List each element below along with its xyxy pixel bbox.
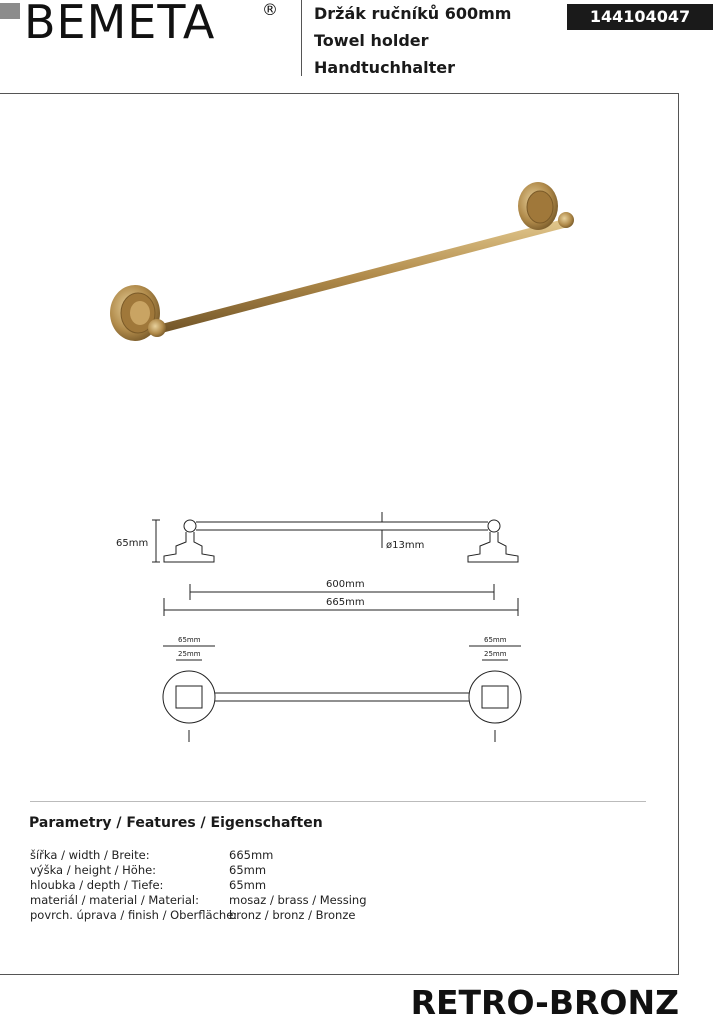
title-czech: Držák ručníků 600mm xyxy=(314,4,512,23)
feature-value: bronz / bronz / Bronze xyxy=(229,908,356,922)
left-outer-label: 65mm xyxy=(178,636,201,644)
title-english: Towel holder xyxy=(314,31,429,50)
right-outer-label: 65mm xyxy=(484,636,507,644)
features-separator xyxy=(30,801,646,802)
registered-mark: ® xyxy=(262,0,278,19)
feature-label: výška / height / Höhe: xyxy=(30,863,157,877)
features-title: Parametry / Features / Eigenschaften xyxy=(29,815,323,831)
total-length-label: 665mm xyxy=(326,597,365,608)
feature-value: mosaz / brass / Messing xyxy=(229,893,367,907)
feature-label: šířka / width / Breite: xyxy=(30,848,150,862)
feature-value: 665mm xyxy=(229,848,274,862)
feature-label: materiál / material / Material: xyxy=(30,893,199,907)
towel-bar xyxy=(150,219,568,335)
title-german: Handtuchhalter xyxy=(314,58,456,77)
feature-value: 65mm xyxy=(229,863,267,877)
collection-name: RETRO-BRONZ xyxy=(410,983,679,1022)
brand-logo: BEMETA xyxy=(24,0,216,49)
inner-length-label: 600mm xyxy=(326,579,365,590)
feature-value: 65mm xyxy=(229,878,267,892)
technical-drawing xyxy=(110,510,580,750)
product-titles xyxy=(314,0,511,81)
logo-square xyxy=(0,3,20,19)
right-inner-label: 25mm xyxy=(484,650,507,658)
product-photo xyxy=(100,175,600,355)
header-divider xyxy=(301,0,302,76)
feature-label: hloubka / depth / Tiefe: xyxy=(30,878,164,892)
height-dimension-label: 65mm xyxy=(116,538,149,549)
diameter-label: ø13mm xyxy=(386,540,425,551)
feature-label: povrch. úprava / finish / Oberfläche: xyxy=(30,908,238,922)
product-code-badge: 144104047 xyxy=(567,4,713,30)
left-inner-label: 25mm xyxy=(178,650,201,658)
